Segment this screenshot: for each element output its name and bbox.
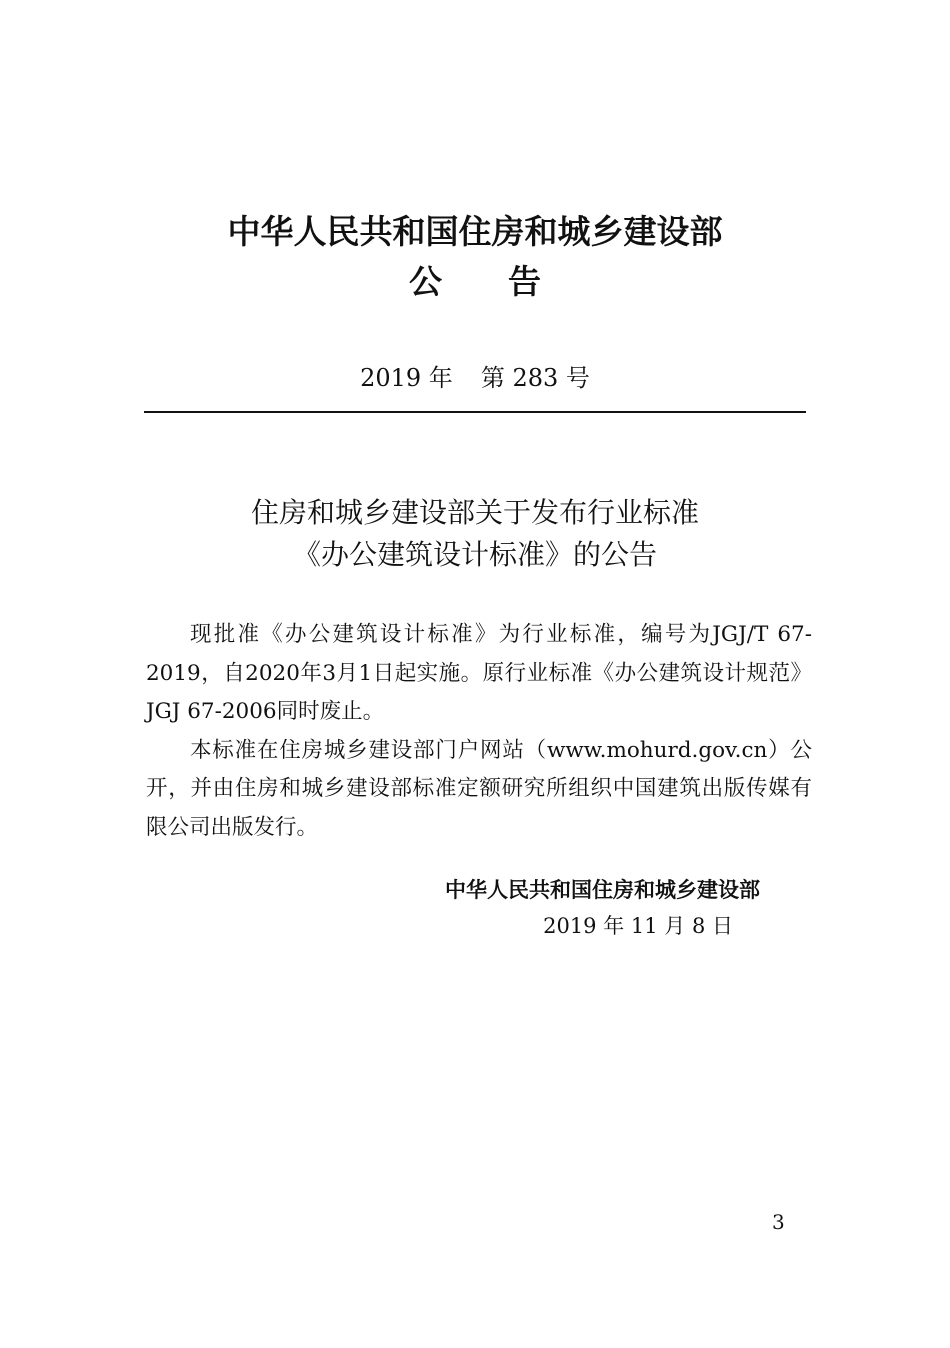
document-type-heading: [0, 258, 950, 306]
announcement-headline: [0, 492, 950, 576]
signature-organization: 中华人民共和国住房和城乡建设部: [445, 878, 760, 902]
header-divider: [144, 411, 806, 413]
document-type-char-1: 公: [409, 262, 442, 301]
announcement-body: [146, 616, 812, 847]
page-number: 3: [772, 1210, 785, 1234]
headline-line-1: 住房和城乡建设部关于发布行业标准: [250, 496, 699, 529]
body-paragraph-1: 现批准《办公建筑设计标准》为行业标准，编号为JGJ/T 67-2019，自2020年3月1日起实施。原行业标准《办公建筑设计规范》JGJ 67-2006同时废止。: [146, 622, 812, 724]
issue-year: 2019 年: [360, 364, 453, 392]
issue-number: 第 283 号: [480, 364, 590, 392]
document-type-char-2: 告: [508, 262, 541, 301]
body-paragraph-2: 本标准在住房城乡建设部门户网站（www.mohurd.gov.cn）公开，并由住房和城乡建设部标准定额研究所组织中国建筑出版传媒有限公司出版发行。: [146, 737, 812, 840]
issuing-organization-title: 中华人民共和国住房和城乡建设部: [227, 212, 723, 251]
issue-number-line: [0, 358, 950, 398]
headline-line-2: 《办公建筑设计标准》的公告: [292, 538, 657, 571]
signature-date: 2019 年 11 月 8 日: [543, 914, 733, 938]
